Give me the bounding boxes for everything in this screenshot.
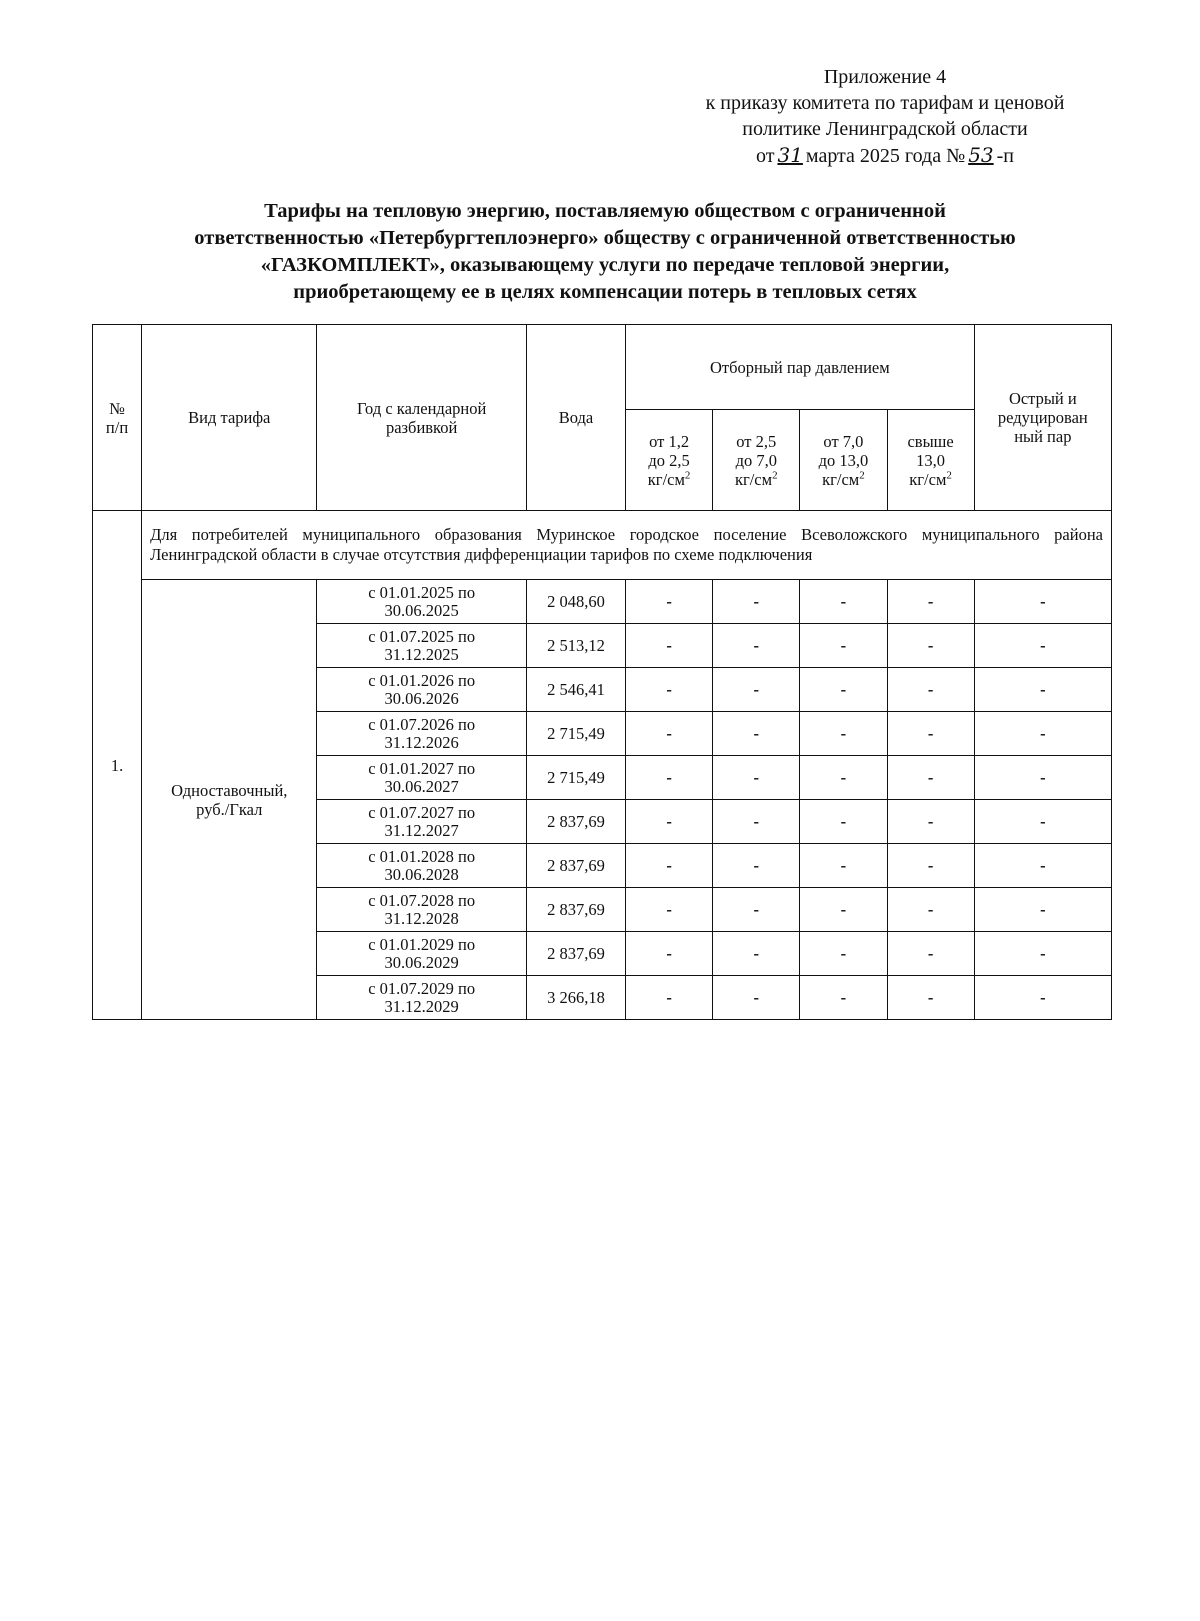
- header-num: № п/п: [93, 325, 142, 511]
- water-tariff-cell: 2 513,12: [526, 624, 625, 668]
- title-line: Тарифы на тепловую энергию, поставляемую обществом с ограниченной: [264, 200, 946, 222]
- steam-tariff-cell: -: [713, 976, 800, 1020]
- steam-tariff-cell: -: [626, 712, 713, 756]
- period-cell: с 01.07.2027 по 31.12.2027: [317, 800, 526, 844]
- steam-tariff-cell: -: [800, 932, 887, 976]
- date-middle: марта 2025 года №: [805, 145, 966, 167]
- steam-tariff-cell: -: [974, 932, 1111, 976]
- steam-tariff-cell: -: [800, 888, 887, 932]
- steam-tariff-cell: -: [800, 668, 887, 712]
- header-pressure-4: свыше 13,0 $кг/см^2$: [887, 410, 974, 511]
- steam-tariff-cell: -: [974, 976, 1111, 1020]
- header-water: Вода: [526, 325, 625, 511]
- steam-tariff-cell: -: [800, 844, 887, 888]
- steam-tariff-cell: -: [974, 624, 1111, 668]
- steam-tariff-cell: -: [626, 800, 713, 844]
- period-cell: с 01.07.2028 по 31.12.2028: [317, 888, 526, 932]
- tariff-table: [92, 324, 1112, 1020]
- annex-title: Приложение 4: [823, 66, 947, 88]
- group-row: [93, 511, 1112, 580]
- row-number: 1.: [93, 511, 142, 1020]
- header-pressure-1: от 1,2 до 2,5 $кг/см^2$: [626, 410, 713, 511]
- header-extraction-steam: Отборный пар давлением: [626, 325, 975, 410]
- period-cell: с 01.07.2029 по 31.12.2029: [317, 976, 526, 1020]
- steam-tariff-cell: -: [626, 756, 713, 800]
- header-live-steam: Острый и редуцирован ный пар: [974, 325, 1111, 511]
- title-line: ответственностью «Петербургтеплоэнерго» обществу с ограниченной ответственностью: [194, 227, 1016, 249]
- water-tariff-cell: 2 715,49: [526, 712, 625, 756]
- period-cell: с 01.01.2026 по 30.06.2026: [317, 668, 526, 712]
- document-title: [110, 198, 1100, 306]
- steam-tariff-cell: -: [626, 844, 713, 888]
- header-pressure-2: от 2,5 до 7,0 $кг/см^2$: [713, 410, 800, 511]
- steam-tariff-cell: -: [887, 712, 974, 756]
- water-tariff-cell: 2 837,69: [526, 932, 625, 976]
- steam-tariff-cell: -: [974, 712, 1111, 756]
- period-cell: с 01.01.2025 по 30.06.2025: [317, 580, 526, 624]
- header-row: [93, 325, 1112, 410]
- period-cell: с 01.01.2027 по 30.06.2027: [317, 756, 526, 800]
- steam-tariff-cell: -: [800, 712, 887, 756]
- annex-order-ref: к приказу комитета по тарифам и ценовой: [705, 92, 1065, 114]
- steam-tariff-cell: -: [713, 624, 800, 668]
- steam-tariff-cell: -: [887, 932, 974, 976]
- steam-tariff-cell: -: [974, 756, 1111, 800]
- steam-tariff-cell: -: [713, 932, 800, 976]
- steam-tariff-cell: -: [887, 624, 974, 668]
- period-cell: с 01.07.2026 по 31.12.2026: [317, 712, 526, 756]
- water-tariff-cell: 2 837,69: [526, 800, 625, 844]
- steam-tariff-cell: -: [626, 580, 713, 624]
- steam-tariff-cell: -: [974, 888, 1111, 932]
- annex-committee: политике Ленинградской области: [742, 118, 1028, 140]
- water-tariff-cell: 3 266,18: [526, 976, 625, 1020]
- steam-tariff-cell: -: [626, 624, 713, 668]
- steam-tariff-cell: -: [800, 976, 887, 1020]
- steam-tariff-cell: -: [713, 580, 800, 624]
- table-row: [93, 580, 1112, 624]
- steam-tariff-cell: -: [887, 668, 974, 712]
- title-line: приобретающему ее в целях компенсации потерь в тепловых сетях: [293, 281, 917, 303]
- steam-tariff-cell: -: [974, 844, 1111, 888]
- steam-tariff-cell: -: [800, 756, 887, 800]
- period-cell: с 01.01.2029 по 30.06.2029: [317, 932, 526, 976]
- water-tariff-cell: 2 546,41: [526, 668, 625, 712]
- steam-tariff-cell: -: [713, 756, 800, 800]
- steam-tariff-cell: -: [974, 580, 1111, 624]
- number-suffix: -п: [996, 145, 1015, 167]
- steam-tariff-cell: -: [713, 712, 800, 756]
- water-tariff-cell: 2 048,60: [526, 580, 625, 624]
- steam-tariff-cell: -: [626, 888, 713, 932]
- steam-tariff-cell: -: [800, 580, 887, 624]
- handwritten-day: 31: [777, 143, 803, 167]
- steam-tariff-cell: -: [974, 668, 1111, 712]
- handwritten-number: 53: [968, 143, 994, 167]
- header-tariff-type: Вид тарифа: [142, 325, 317, 511]
- water-tariff-cell: 2 837,69: [526, 888, 625, 932]
- steam-tariff-cell: -: [887, 888, 974, 932]
- steam-tariff-cell: -: [713, 800, 800, 844]
- date-prefix: от: [755, 145, 775, 167]
- steam-tariff-cell: -: [626, 932, 713, 976]
- water-tariff-cell: 2 715,49: [526, 756, 625, 800]
- steam-tariff-cell: -: [713, 888, 800, 932]
- steam-tariff-cell: -: [713, 844, 800, 888]
- steam-tariff-cell: -: [887, 756, 974, 800]
- water-tariff-cell: 2 837,69: [526, 844, 625, 888]
- steam-tariff-cell: -: [887, 976, 974, 1020]
- annex-header: [650, 64, 1120, 169]
- consumer-group-description: Для потребителей муниципального образования Муринское городское поселение Всеволожского муниципального района Ленинградской области в случае отсутствия дифференциации тарифов по схеме подключения: [142, 511, 1112, 580]
- steam-tariff-cell: -: [887, 844, 974, 888]
- header-pressure-3: от 7,0 до 13,0 $кг/см^2$: [800, 410, 887, 511]
- steam-tariff-cell: -: [887, 800, 974, 844]
- steam-tariff-cell: -: [626, 976, 713, 1020]
- steam-tariff-cell: -: [800, 624, 887, 668]
- annex-date-line: [650, 142, 1120, 169]
- steam-tariff-cell: -: [800, 800, 887, 844]
- steam-tariff-cell: -: [713, 668, 800, 712]
- steam-tariff-cell: -: [974, 800, 1111, 844]
- title-line: «ГАЗКОМПЛЕКТ», оказывающему услуги по передаче тепловой энергии,: [260, 254, 950, 276]
- steam-tariff-cell: -: [626, 668, 713, 712]
- header-period: Год с календарной разбивкой: [317, 325, 526, 511]
- steam-tariff-cell: -: [887, 580, 974, 624]
- period-cell: с 01.01.2028 по 30.06.2028: [317, 844, 526, 888]
- period-cell: с 01.07.2025 по 31.12.2025: [317, 624, 526, 668]
- tariff-type-cell: Одноставочный, руб./Гкал: [142, 580, 317, 1020]
